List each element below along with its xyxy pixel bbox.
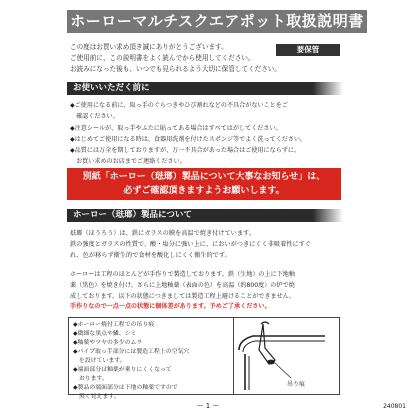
intro-line: この度はお買い求め頂き誠にありがとうございます。 [70, 43, 228, 51]
paragraph-line [70, 292, 350, 303]
list-item: ◆パイプ取っ手部分には製造工程上の空気穴 [73, 349, 190, 355]
list-item: ◆釉薬やツヤの多少のムラ [73, 340, 143, 346]
paragraph-line: ホーローは工程のほとんどが手作りで製造しております。鉄（生地）の上に下地釉 [70, 271, 295, 278]
heading-fade [313, 209, 343, 222]
list-item: ◆はじめてご使用になる時は、食器用洗剤を付けたスポンジ等でよく洗ってください。 [70, 135, 307, 143]
illustration-label: 吊り痕 [287, 381, 306, 388]
paragraph-line: れ、色が移らず衛生的で食材を酸化しにくく衛生的です。 [70, 252, 231, 259]
list-item: ◆品質には万全を期しておりますが、万一不具合があった場合はご使用にならずに、 [70, 147, 301, 155]
document-code: 240801 [383, 403, 406, 410]
important-notice-banner [67, 168, 341, 200]
list-item: おります。 [73, 376, 108, 382]
intro-text [70, 42, 410, 74]
section-heading-label: ホーロー（琺瑯）製品について [73, 210, 192, 220]
hanging-mark-illustration [235, 320, 339, 392]
section-heading-before-use [67, 82, 341, 95]
box-divider [233, 318, 234, 394]
section-heading-enamel [67, 209, 341, 222]
paragraph-line: 琺瑯（ほうろう）は、鉄にガラスの膜を高温で焼き付けています。 [70, 230, 255, 237]
characteristics-box [68, 317, 340, 400]
list-item: ◆ご使用になる前に、取っ手のぐらつきやひび割れなどの不具合がないことをご [70, 102, 288, 109]
paragraph-line: 鉄の強度とガラスの性質で、酸・塩分に強い上に、においがつきにくく非吸着性にすぐ [70, 241, 312, 248]
list-item: を設けています。 [73, 358, 126, 364]
handcraft-description [70, 270, 350, 313]
list-item: 確認ください。 [70, 113, 119, 121]
list-item: ◆注意シールが、取っ手やふたに貼ってある場合はすべてはがしてください。 [70, 124, 282, 132]
intro-line: ご使用前に、この説明書をよく読んでから使用してください。 [70, 53, 255, 62]
notice-line: 別紙「ホーロー（琺瑯）製品について大事なお知らせ」は、 [82, 172, 326, 182]
heading-fade [313, 82, 343, 95]
list-item: ◆端面部分は釉薬が乗りにくくなって [73, 367, 172, 373]
list-item: お買い求めのお店までご連絡ください。 [70, 158, 186, 166]
section-heading-label: お使いいただく前に [73, 83, 150, 93]
page-number: ー 1 ー [196, 402, 220, 410]
warning-line: 手作りなので一点一点の状態に個体差があります。予めご了承ください。 [70, 303, 271, 311]
notice-line: 必ずご確認頂きますようお願いします。 [123, 186, 285, 196]
list-item: ◆微細な黒点や鱗、シミ [73, 331, 137, 337]
characteristics-list [73, 321, 233, 402]
paragraph-line: 薬（黒色）を焼き付け、さらに上地釉薬（表面の色）を高温（約800度）の炉で焼 [70, 281, 295, 289]
intro-line: お読みになった後も、いつでも見られるよう大切に保管してください。 [70, 64, 281, 73]
list-item: 黒く見えます。 [73, 394, 120, 400]
list-item: ◆製品の端面部分は下地の釉薬ですので [73, 385, 178, 391]
keep-badge: 要保管 [276, 44, 340, 56]
manual-title: ホーローマルチスクエアポット取扱説明書 [67, 10, 367, 33]
list-item: ◆ホーロー焼付工程での吊り痕 [73, 322, 155, 328]
paragraph-line: 成しております。以下の状態につきましては製造工程上避けることができません。 [70, 292, 296, 300]
enamel-description [70, 228, 350, 261]
before-use-list [70, 100, 350, 168]
